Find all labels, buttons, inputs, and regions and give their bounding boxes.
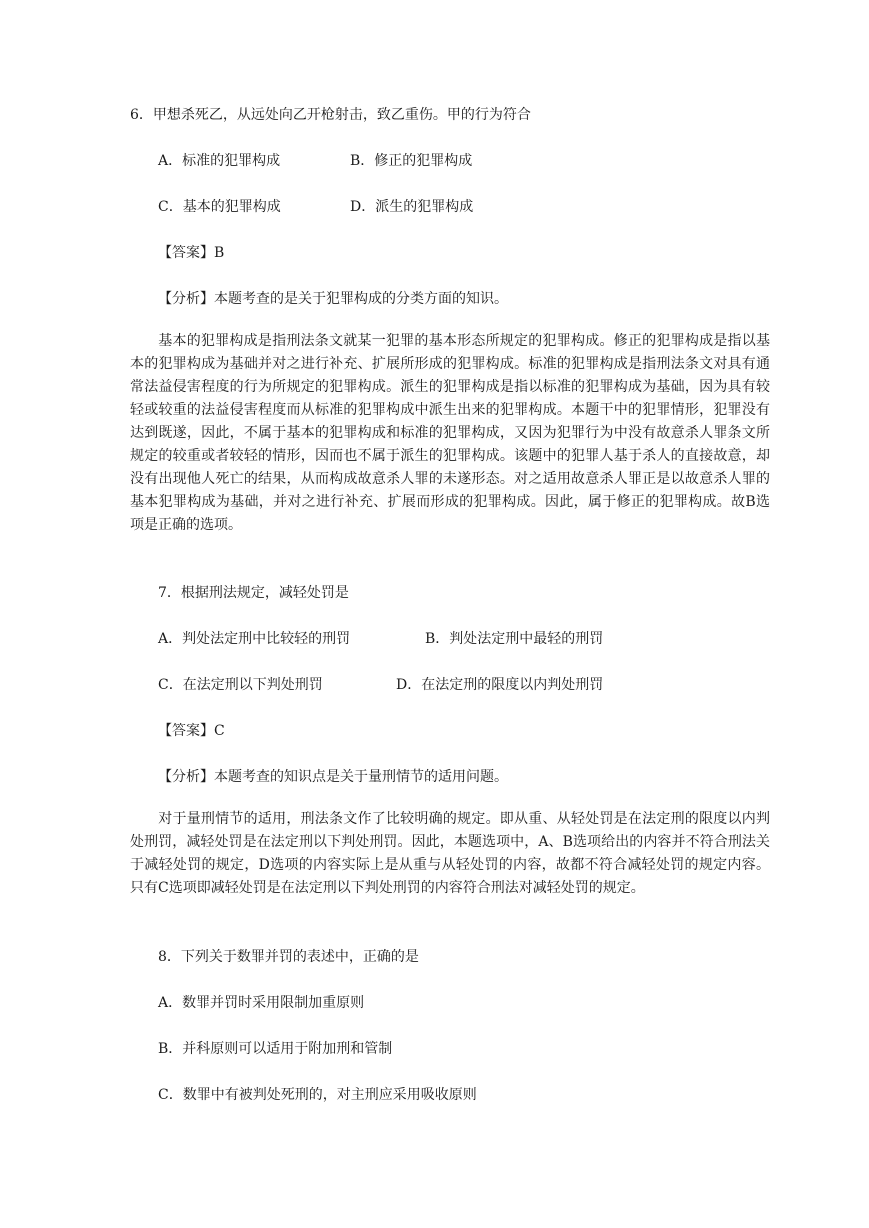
question-6-analysis-heading: 【分析】本题考查的是关于犯罪构成的分类方面的知识。	[158, 291, 508, 307]
question-6-answer: 【答案】B	[158, 245, 225, 261]
question-6-option-b: B．修正的犯罪构成	[350, 153, 473, 169]
question-6-option-a: A．标准的犯罪构成	[158, 153, 281, 169]
question-6-option-d: D．派生的犯罪构成	[350, 199, 474, 215]
question-7-option-d: D．在法定刑的限度以内判处刑罚	[396, 677, 604, 693]
question-7-analysis-text: 对于量刑情节的适用，刑法条文作了比较明确的规定。即从重、从轻处罚是在法定刑的限度以内判处刑罚，减轻处罚是在法定刑以下判处刑罚。因此，本题选项中，A、B选项给出的内容并不符合刑法关于减轻处罚的规定，D选项的内容实际上是从重与从轻处罚的内容，故都不符合减轻处罚的规定内容。只有C选项即减轻处罚是在法定刑以下判处刑罚的内容符合刑法对减轻处罚的规定。	[130, 811, 770, 896]
question-7-option-a: A．判处法定刑中比较轻的刑罚	[158, 631, 351, 647]
question-6-analysis-text: 基本的犯罪构成是指刑法条文就某一犯罪的基本形态所规定的犯罪构成。修正的犯罪构成是指以基本的犯罪构成为基础并对之进行补充、扩展所形成的犯罪构成。标准的犯罪构成是指刑法条文对具有通常法益侵害程度的行为所规定的犯罪构成。派生的犯罪构成是指以标准的犯罪构成为基础，因为具有较轻或较重的法益侵害程度而从标准的犯罪构成中派生出来的犯罪构成。本题干中的犯罪情形，犯罪没有达到既遂，因此，不属于基本的犯罪构成和标准的犯罪构成，又因为犯罪行为中没有故意杀人罪条文所规定的较重或者较轻的情形，因而也不属于派生的犯罪构成。该题中的犯罪人基于杀人的直接故意，却没有出现他人死亡的结果，从而构成故意杀人罪的未遂形态。对之适用故意杀人罪正是以故意杀人罪的基本犯罪构成为基础，并对之进行补充、扩展而形成的犯罪构成。因此，属于修正的犯罪构成。故B选项是正确的选项。	[130, 333, 770, 533]
question-6-stem: 6．甲想杀死乙，从远处向乙开枪射击，致乙重伤。甲的行为符合	[130, 107, 531, 123]
question-8-option-c: C．数罪中有被判处死刑的，对主刑应采用吸收原则	[158, 1087, 477, 1103]
question-7-answer: 【答案】C	[158, 723, 225, 739]
question-7-analysis-paragraph	[130, 808, 770, 900]
question-8-stem: 8．下列关于数罪并罚的表述中，正确的是	[158, 949, 419, 965]
question-6-option-c: C．基本的犯罪构成	[158, 199, 281, 215]
question-8-option-a: A．数罪并罚时采用限制加重原则	[158, 995, 365, 1011]
question-8-option-b: B．并科原则可以适用于附加刑和管制	[158, 1041, 393, 1057]
question-7-analysis-heading: 【分析】本题考查的知识点是关于量刑情节的适用问题。	[158, 769, 508, 785]
question-7-stem: 7．根据刑法规定，减轻处罚是	[158, 585, 349, 601]
question-6-analysis-paragraph	[130, 330, 770, 537]
question-7-option-b: B．判处法定刑中最轻的刑罚	[425, 631, 604, 647]
question-7-option-c: C．在法定刑以下判处刑罚	[158, 677, 323, 693]
